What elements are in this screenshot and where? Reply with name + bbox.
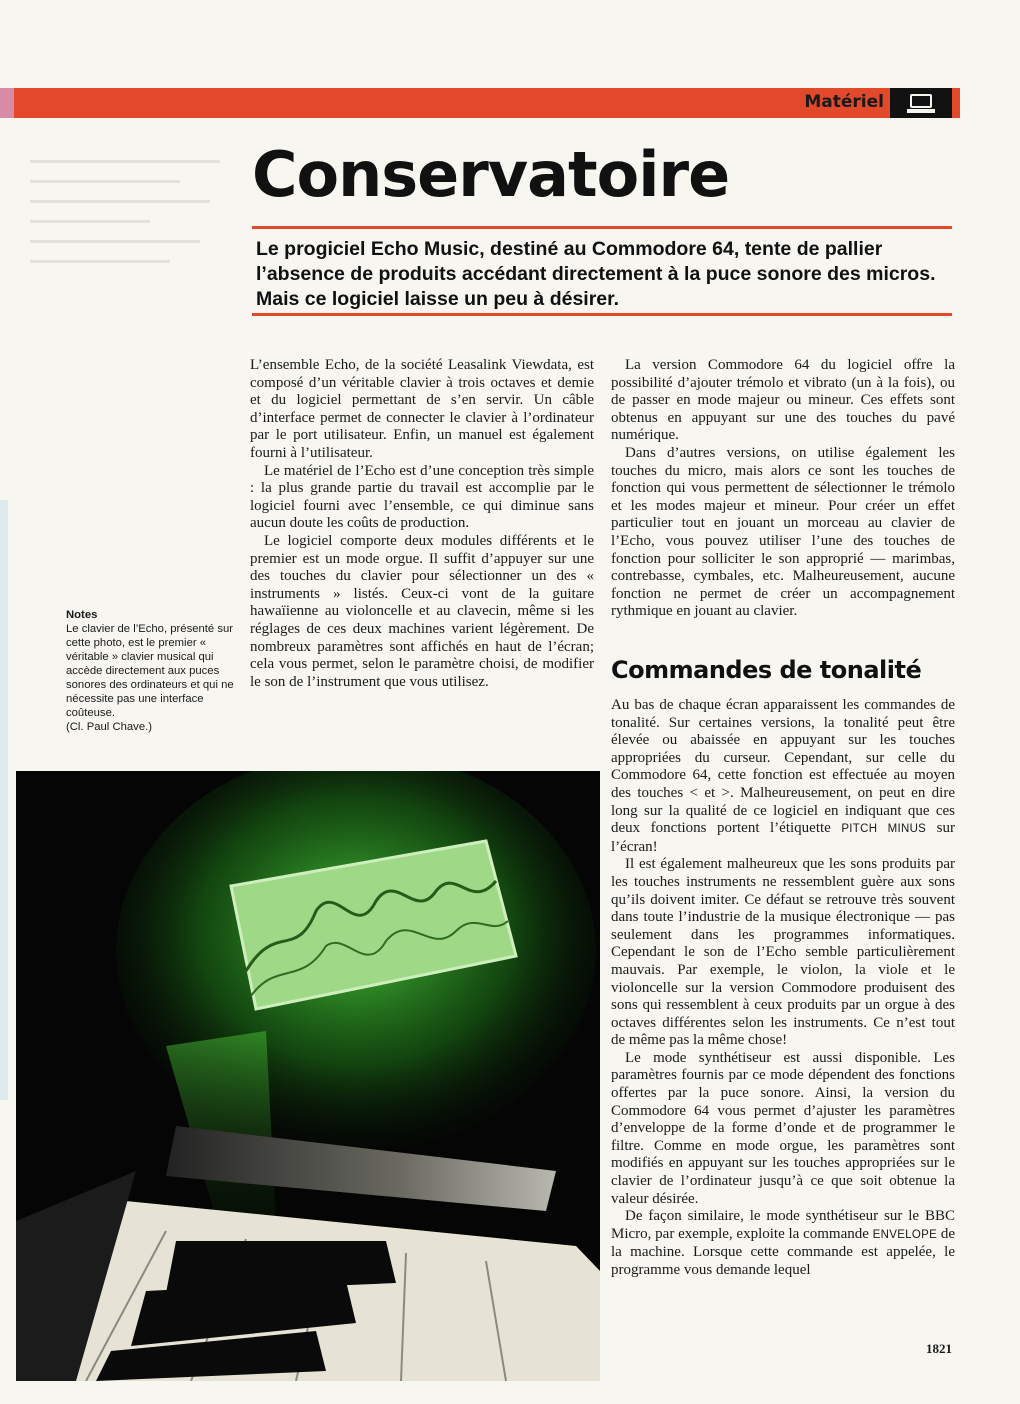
paragraph: Le logiciel comporte deux modules différents et le premier est un mode orgue. Il suffit d’appuyer sur une des touches du clavier pour sélectionner un des « instruments » listés. Ceux-ci vont de la guitare hawaïienne au violoncelle et au clavecin, même si les réglages de ces deux machines varient légèrement. De nombreux paramètres sont affichés en haut de l’écran; cela vous permet, selon le paramètre choisi, de modifier le son de l’instrument que vous utilisez.: [250, 532, 594, 690]
keyboard-photo: [16, 771, 600, 1381]
notes-body: Le clavier de l’Echo, présenté sur cette photo, est le premier « véritable » clavier musical qui accède directement aux puces sonores des ordinateurs et qui ne nécessite pas une interface coûteuse.: [66, 623, 234, 719]
page-edge-tint: [0, 500, 8, 1100]
text-run: Au bas de chaque écran apparaissent les commandes de tonalité. Sur certaines versions, la tonalité peut être élevée ou abaissée en appuyant sur les touches appropriées du curseur. Cependant, sur celle du Commodore 64, cette fonction est effectuée au moyen des touches < et >. Malheureusement, on peut en dire long sur la qualité de ce logiciel en indiquant que ces deux fonctions portent l’étiquette: [611, 697, 955, 837]
paragraph: Il est également malheureux que les sons produits par les touches instruments ne ressemblent guère aux sons qu’ils doivent imiter. Ce défaut se retrouve très souvent dans toute l’industrie de la musique électronique — pas seulement dans les programmes informatiques. Cependant le son de l’Echo semble particulièrement mauvais. Par exemple, le violon, la viole et le violoncelle sur la version Commodore produisent des sons qui ressemblent à ceux produits par un orgue à des octaves différentes selon les instruments. Ce n’est tout de même pas la même chose!: [611, 856, 955, 1049]
paragraph: [611, 1208, 955, 1279]
notes-caption: [66, 608, 234, 734]
band-edge-marker: [0, 88, 14, 118]
keyboard-shape: [907, 109, 935, 113]
article-lede: Le progiciel Echo Music, destiné au Commodore 64, tente de pallier l’absence de produits accédant directement à la puce sonore des micros. Mais ce logiciel laisse un peu à désirer.: [256, 238, 936, 310]
lede-rule-top: [252, 226, 952, 229]
paragraph: Dans d’autres versions, on utilise également les touches du micro, mais alors ce sont les touches de fonction qui vous permettent de sélectionner le trémolo et les modes majeur et mineur. Pour créer un effet particulier tout en jouant un morceau au clavier de l’Echo, vous pouvez utiliser l’une des touches de fonction pour solliciter le son approprié — marimbas, contrebasse, cymbales, etc. Malheureusement, aucune fonction ne permet de créer un accompagnement rythmique en jouant au clavier.: [611, 444, 955, 620]
command-label-text: ENVELOPE: [872, 1228, 938, 1241]
column-right-top: [611, 357, 955, 621]
keyboard-illustration: [16, 771, 600, 1381]
column-right-bottom: [611, 697, 955, 1280]
text-run: de la machine. Lorsque cette commande est appelée, le programme vous demande lequel: [611, 1225, 955, 1278]
photo-credit: (Cl. Paul Chave.): [66, 721, 153, 733]
screen-label-text: PITCH MINUS: [841, 823, 927, 836]
text-run: De façon similaire, le mode synthétiseur sur le BBC Micro, par exemple, exploite la commande: [611, 1208, 955, 1242]
paragraph: L’ensemble Echo, de la société Leasalink Viewdata, est composé d’un véritable clavier à trois octaves et demie et du logiciel permettant de s’en servir. Un câble d’interface permet de connecter le clavier à l’ordinateur par le port utilisateur. Enfin, un manuel est également fourni à l’utilisateur.: [250, 357, 594, 461]
page-number: 1821: [926, 1341, 952, 1356]
paragraph: La version Commodore 64 du logiciel offre la possibilité d’ajouter trémolo et vibrato (un à la fois), ou de passer en mode majeur ou mineur. Ces effets sont obtenus en appuyant sur une des touches du pavé numérique.: [611, 357, 955, 444]
text-run: sur l’écran!: [611, 820, 955, 855]
monitor-shape: [910, 94, 932, 108]
bleed-through-texture: [20, 150, 230, 310]
column-left: [250, 357, 594, 691]
notes-heading: Notes: [66, 609, 98, 621]
paragraph: Le matériel de l’Echo est d’une conception très simple : la plus grande partie du travail est accomplie par le logiciel fourni avec l’ensemble, ce qui diminue sans aucun doute les coûts de production.: [250, 462, 594, 532]
lede-rule-bottom: [252, 313, 952, 316]
computer-icon: [890, 88, 952, 118]
section-label: Matériel: [804, 92, 884, 112]
section-header-band: [0, 88, 960, 118]
paragraph: [611, 697, 955, 856]
section-subhead: Commandes de tonalité: [611, 656, 922, 684]
paragraph: Le mode synthétiseur est aussi disponible. Les paramètres fournis par ce mode dépendent des fonctions offertes par la puce sonore. Ainsi, la version du Commodore 64 vous permet d’ajuster les paramètres d’enveloppe de la forme d’onde et de programmer le filtre. Comme en mode orgue, les paramètres sont modifiés en appuyant sur les touches appropriées sur le clavier de l’ordinateur jusqu’à ce que soit obtenue la valeur désirée.: [611, 1049, 955, 1207]
article-title: Conservatoire: [252, 138, 730, 211]
